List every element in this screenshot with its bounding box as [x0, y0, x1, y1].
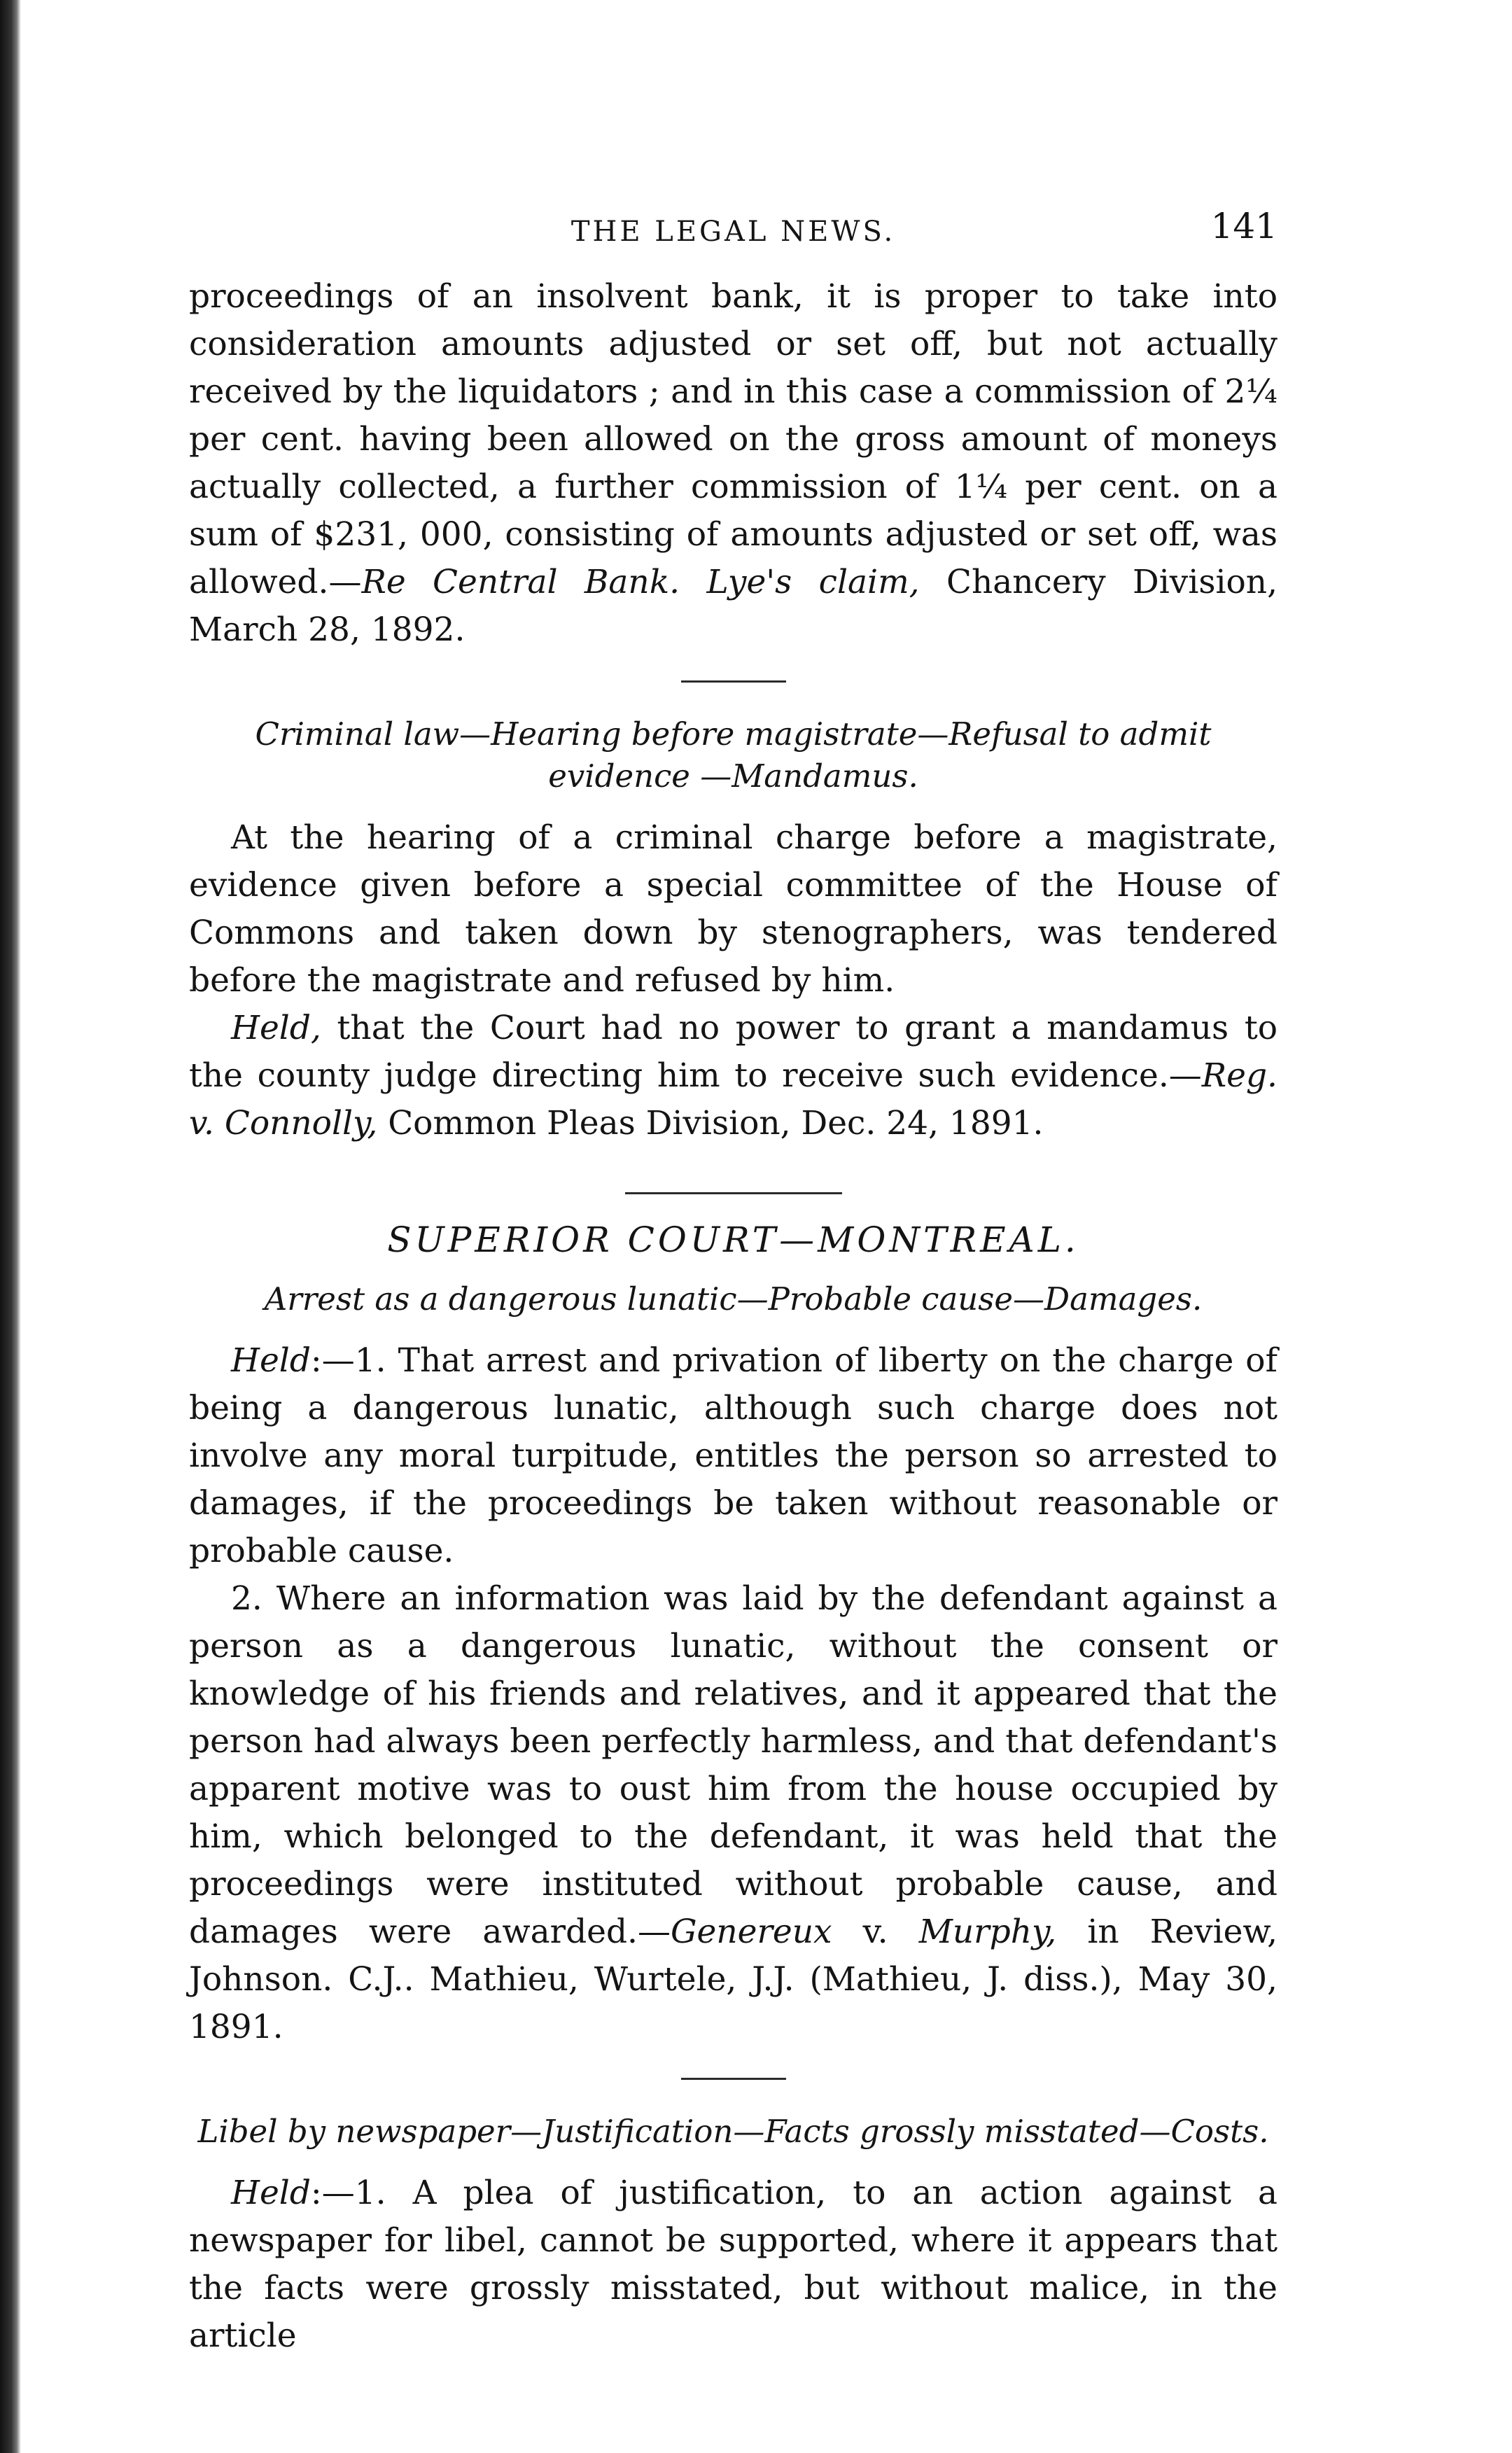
case-name: Re Central Bank. Lye's claim, [361, 563, 920, 601]
arrest-held-paragraph-2 [189, 1575, 1278, 2051]
held-label: Held [231, 2174, 311, 2212]
case-heading-libel: Libel by newspaper—Justification—Facts grossly misstated—Costs. [197, 2113, 1269, 2150]
paragraph-text: :—1. That arrest and privation of liberty on the charge of being a dangerous lunatic, although such charge does not involve any moral turpitude, entitles the person so arrested to damages, if the proceedings be taken without reasonable or probable cause. [189, 1341, 1278, 1570]
arrest-held-paragraph-1 [189, 1337, 1278, 1575]
page-number: 141 [1210, 206, 1278, 246]
court-divider [625, 1192, 842, 1194]
case-name: Reg. v. Connolly, [189, 1056, 1278, 1142]
journal-title: THE LEGAL NEWS. [570, 216, 896, 248]
section-divider [681, 680, 786, 683]
case-name-defendant: Murphy, [918, 1913, 1057, 1951]
page-content [189, 196, 1278, 2360]
held-label: Held [231, 1341, 311, 1380]
section-divider [681, 2078, 786, 2080]
case-heading-criminal-law: Criminal law—Hearing before magistrate—Refusal to admit evidence —Mandamus. [255, 715, 1212, 795]
case-citation: in Review, Johnson. C.J.. Mathieu, Wurtele, J.J. (Mathieu, J. diss.), May 30, 1891. [189, 1913, 1278, 2046]
case-heading-arrest: Arrest as a dangerous lunatic—Probable cause—Damages. [264, 1280, 1203, 1318]
case-name-plaintiff: Genereux [671, 1913, 832, 1951]
paragraph-text: that the Court had no power to grant a mandamus to the county judge directing him to receive such evidence.— [189, 1009, 1278, 1095]
paragraph-text: :—1. A plea of justification, to an action against a newspaper for libel, cannot be supported, where it appears that the facts were grossly misstated, but without malice, in the article [189, 2174, 1278, 2355]
case-citation: Common Pleas Division, Dec. 24, 1891. [377, 1104, 1044, 1142]
criminal-facts-paragraph: At the hearing of a criminal charge before a magistrate, evidence given before a special committee of the House of Commons and taken down by stenographers, was tendered before the magistrate and refused by him. [189, 818, 1278, 1000]
criminal-held-paragraph [189, 1005, 1278, 1147]
paragraph-text: 2. Where an information was laid by the defendant against a person as a dangerous lunatic, without the consent or knowledge of his friends and relatives, and it appeared that the person had always been perfectly harmless, and that defendant's apparent motive was to oust him from the house occupied by him, which belonged to the defendant, it was held that the proceedings were instituted without probable cause, and damages were awarded.— [189, 1579, 1278, 1951]
libel-held-paragraph [189, 2169, 1278, 2360]
running-head [189, 196, 1278, 273]
case-citation: Chancery Division, March 28, 1892. [189, 563, 1278, 649]
versus: v. [832, 1913, 919, 1951]
held-label: Held, [231, 1009, 321, 1047]
page-binding-shadow [0, 0, 21, 2453]
court-heading: SUPERIOR COURT—MONTREAL. [387, 1219, 1079, 1260]
continued-paragraph [189, 273, 1278, 654]
paragraph-text: proceedings of an insolvent bank, it is proper to take into consideration amounts adjusted or set off, but not actually received by the liquidators ; and in this case a commission of 2¼ per cent. having been allowed on the gross amount of moneys actually collected, a further commission of 1¼ per cent. on a sum of $231, 000, consisting of amounts adjusted or set off, was allowed.— [189, 277, 1278, 601]
